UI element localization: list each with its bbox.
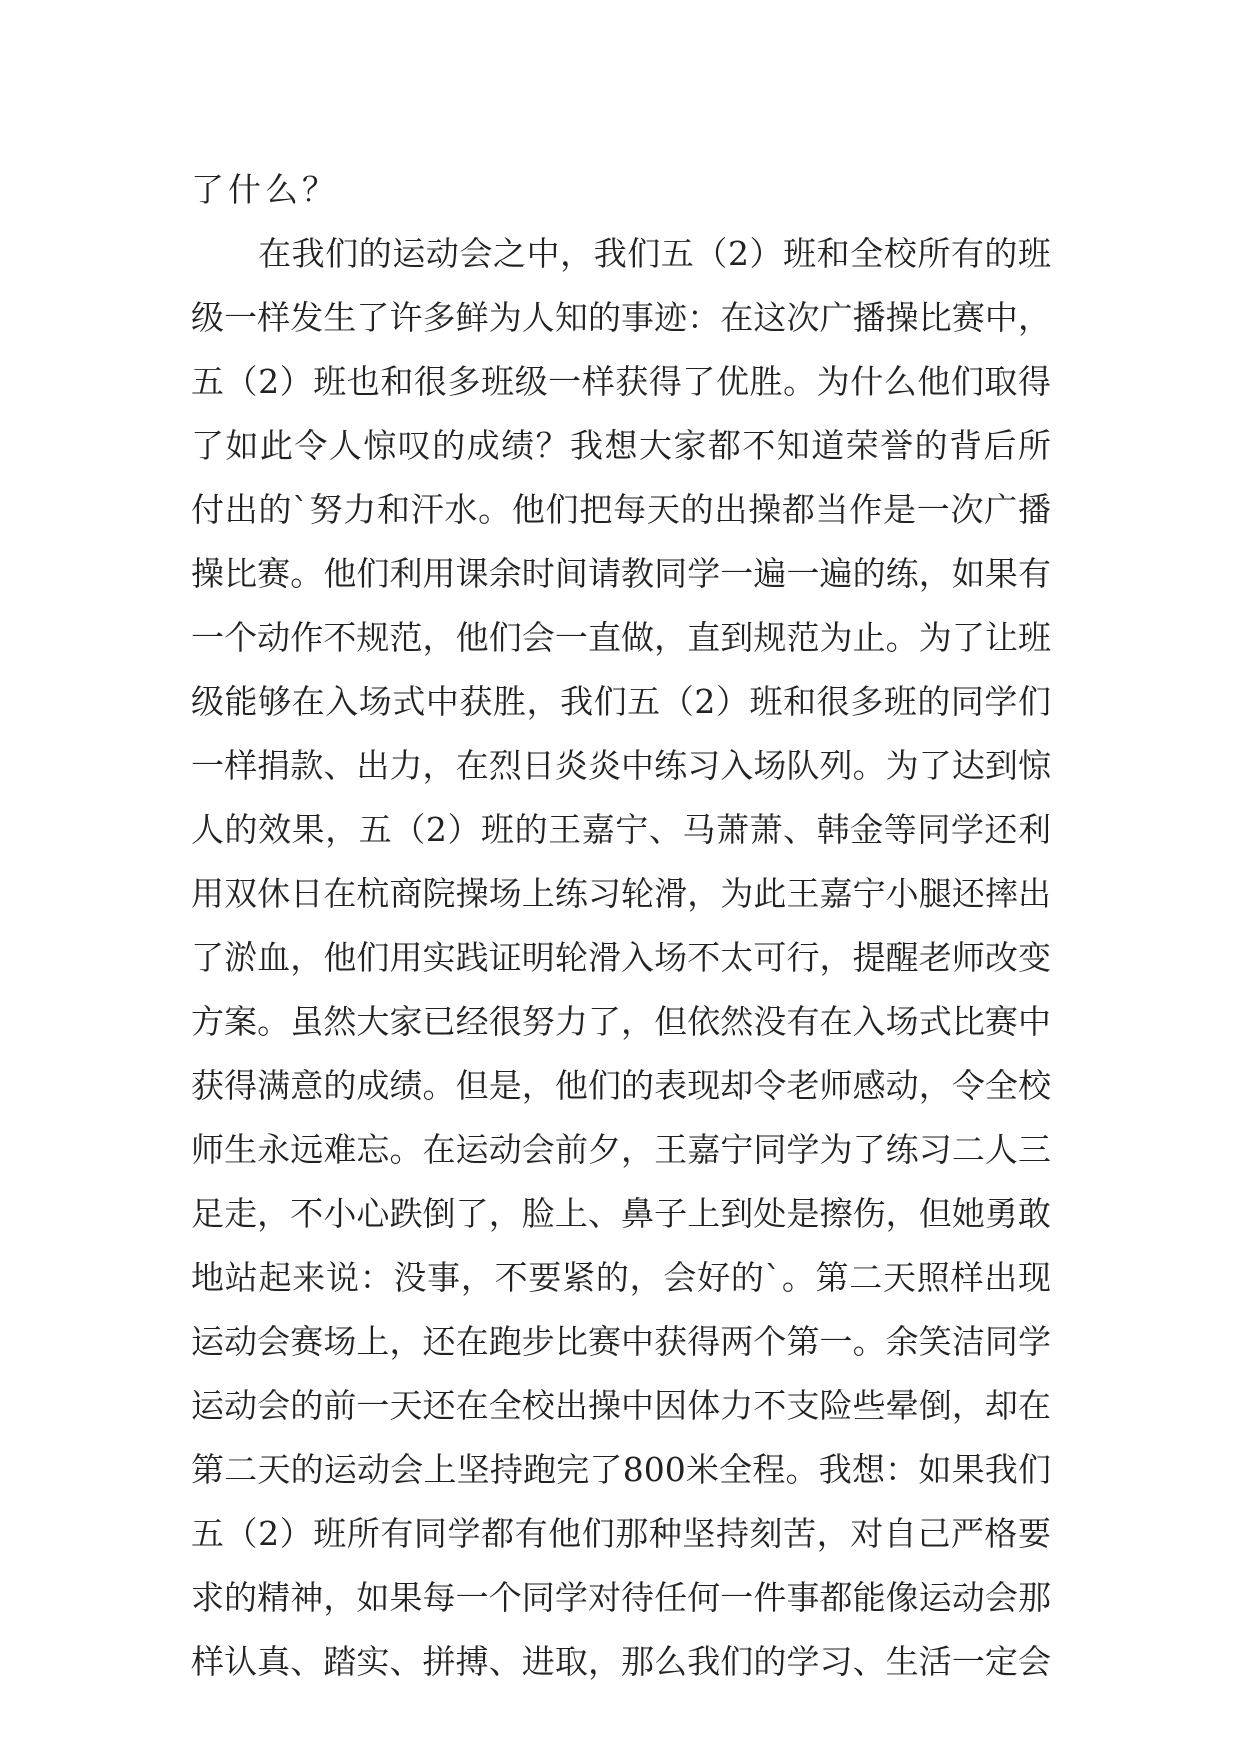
text-line: 第二天的运动会上坚持跑完了800米全程。我想：如果我们 <box>191 1450 1051 1489</box>
text-line: 一个动作不规范，他们会一直做，直到规范为止。为了让班 <box>191 618 1051 657</box>
text-line: 付出的`努力和汗水。他们把每天的出操都当作是一次广播 <box>191 490 1051 529</box>
text-line: 人的效果，五（2）班的王嘉宁、马萧萧、韩金等同学还利 <box>191 810 1051 849</box>
text-line: 样认真、踏实、拼搏、进取，那么我们的学习、生活一定会 <box>191 1642 1051 1681</box>
text-line: 运动会的前一天还在全校出操中因体力不支险些晕倒，却在 <box>191 1386 1051 1425</box>
text-line: 在我们的运动会之中，我们五（2）班和全校所有的班 <box>191 234 1051 273</box>
body-text <box>191 158 1051 1694</box>
text-line: 级一样发生了许多鲜为人知的事迹：在这次广播操比赛中， <box>191 298 1051 337</box>
text-line: 了什么？ <box>191 170 339 209</box>
text-line: 地站起来说：没事，不要紧的，会好的`。第二天照样出现 <box>191 1258 1051 1297</box>
text-line: 五（2）班也和很多班级一样获得了优胜。为什么他们取得 <box>191 362 1051 401</box>
text-line: 运动会赛场上，还在跑步比赛中获得两个第一。余笑洁同学 <box>191 1322 1051 1361</box>
text-line: 级能够在入场式中获胜，我们五（2）班和很多班的同学们 <box>191 682 1051 721</box>
text-line: 获得满意的成绩。但是，他们的表现却令老师感动，令全校 <box>191 1066 1051 1105</box>
text-line: 操比赛。他们利用课余时间请教同学一遍一遍的练，如果有 <box>191 554 1051 593</box>
text-line: 了如此令人惊叹的成绩？我想大家都不知道荣誉的背后所 <box>191 426 1051 465</box>
text-line: 一样捐款、出力，在烈日炎炎中练习入场队列。为了达到惊 <box>191 746 1051 785</box>
text-line: 五（2）班所有同学都有他们那种坚持刻苦，对自己严格要 <box>191 1514 1051 1553</box>
text-line: 了淤血，他们用实践证明轮滑入场不太可行，提醒老师改变 <box>191 938 1051 977</box>
text-line: 方案。虽然大家已经很努力了，但依然没有在入场式比赛中 <box>191 1002 1051 1041</box>
text-line: 求的精神，如果每一个同学对待任何一件事都能像运动会那 <box>191 1578 1051 1617</box>
text-line: 足走，不小心跌倒了，脸上、鼻子上到处是擦伤，但她勇敢 <box>191 1194 1051 1233</box>
text-line: 师生永远难忘。在运动会前夕，王嘉宁同学为了练习二人三 <box>191 1130 1051 1169</box>
text-line: 用双休日在杭商院操场上练习轮滑，为此王嘉宁小腿还摔出 <box>191 874 1051 913</box>
